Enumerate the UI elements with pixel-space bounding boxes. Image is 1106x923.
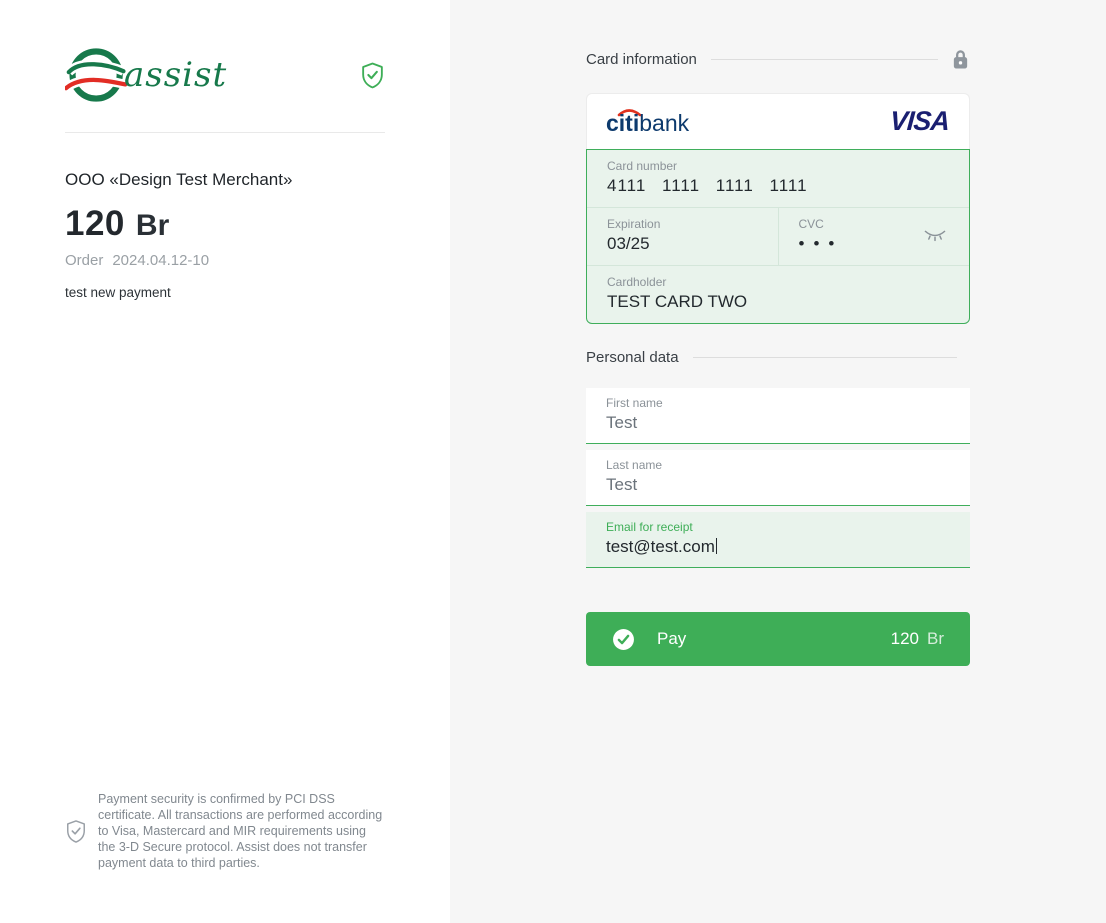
cvc-label: CVC bbox=[798, 217, 824, 231]
pay-button-amount bbox=[891, 629, 944, 649]
assist-logo-text: assist bbox=[124, 55, 228, 95]
order-info bbox=[65, 252, 385, 269]
card-number-label: Card number bbox=[607, 159, 678, 173]
email-field[interactable] bbox=[586, 512, 970, 568]
pay-button-label: Pay bbox=[657, 629, 687, 648]
cardholder-input[interactable]: TEST CARD TWO bbox=[607, 292, 748, 311]
cardholder-label: Cardholder bbox=[607, 275, 667, 289]
security-note bbox=[65, 791, 385, 871]
card-box bbox=[586, 93, 970, 324]
cardholder-field[interactable] bbox=[587, 265, 969, 323]
visa-logo: VISA bbox=[888, 106, 951, 136]
card-number-field[interactable] bbox=[587, 150, 969, 207]
pay-button[interactable] bbox=[586, 612, 970, 666]
section-divider bbox=[693, 357, 957, 358]
svg-text:citibank: citibank bbox=[606, 109, 690, 136]
shield-check-icon bbox=[65, 819, 87, 844]
check-circle-icon bbox=[612, 628, 635, 651]
eye-closed-icon[interactable] bbox=[923, 227, 947, 244]
sidebar-divider bbox=[65, 132, 385, 133]
order-amount-value: 120 bbox=[65, 204, 125, 243]
personal-data-title: Personal data bbox=[586, 349, 679, 366]
first-name-field[interactable] bbox=[586, 388, 970, 444]
order-label: Order bbox=[65, 252, 104, 269]
email-input[interactable]: test@test.com bbox=[606, 537, 950, 557]
cvc-field[interactable] bbox=[778, 208, 970, 265]
card-number-input[interactable]: 4111 1111 1111 1111 bbox=[607, 176, 808, 195]
payment-form bbox=[586, 48, 970, 923]
expiration-label: Expiration bbox=[607, 217, 661, 231]
last-name-field[interactable] bbox=[586, 450, 970, 506]
email-label: Email for receipt bbox=[606, 520, 693, 534]
expiration-input[interactable]: 03/25 bbox=[607, 234, 650, 253]
order-number: 2024.04.12-10 bbox=[112, 252, 210, 269]
logo-row bbox=[65, 45, 385, 105]
security-note-text: Payment security is confirmed by PCI DSS certificate. All transactions are performed according to Visa, Mastercard and MIR requirements using the 3-D Secure protocol. Assist does not transfer payment data to third parties. bbox=[98, 792, 383, 870]
pay-amount-currency: Br bbox=[927, 629, 944, 648]
expiration-cvc-row bbox=[587, 207, 969, 265]
personal-data-header bbox=[586, 349, 970, 366]
payment-form-panel bbox=[450, 0, 1106, 923]
assist-logo-mark-icon bbox=[65, 45, 131, 105]
order-comment: test new payment bbox=[65, 285, 171, 300]
first-name-input[interactable]: Test bbox=[606, 413, 638, 432]
assist-logo bbox=[65, 45, 227, 105]
order-amount bbox=[65, 204, 385, 244]
order-amount-currency: Br bbox=[135, 209, 170, 242]
card-fields-group bbox=[586, 149, 970, 324]
merchant-name: OOO «Design Test Merchant» bbox=[65, 170, 293, 189]
merchant-sidebar bbox=[0, 0, 450, 923]
text-caret bbox=[716, 538, 718, 554]
first-name-label: First name bbox=[606, 396, 663, 410]
cvc-input[interactable]: ••• bbox=[798, 234, 844, 253]
secure-shield-check-icon bbox=[360, 62, 385, 89]
pay-amount-value: 120 bbox=[890, 629, 919, 648]
citibank-logo bbox=[606, 106, 702, 138]
expiration-field[interactable] bbox=[587, 208, 778, 265]
section-divider bbox=[711, 59, 938, 60]
last-name-label: Last name bbox=[606, 458, 663, 472]
card-information-header bbox=[586, 48, 970, 71]
last-name-input[interactable]: Test bbox=[606, 475, 638, 494]
card-logos-strip bbox=[586, 93, 970, 149]
lock-icon bbox=[951, 48, 970, 71]
card-information-title: Card information bbox=[586, 51, 697, 68]
